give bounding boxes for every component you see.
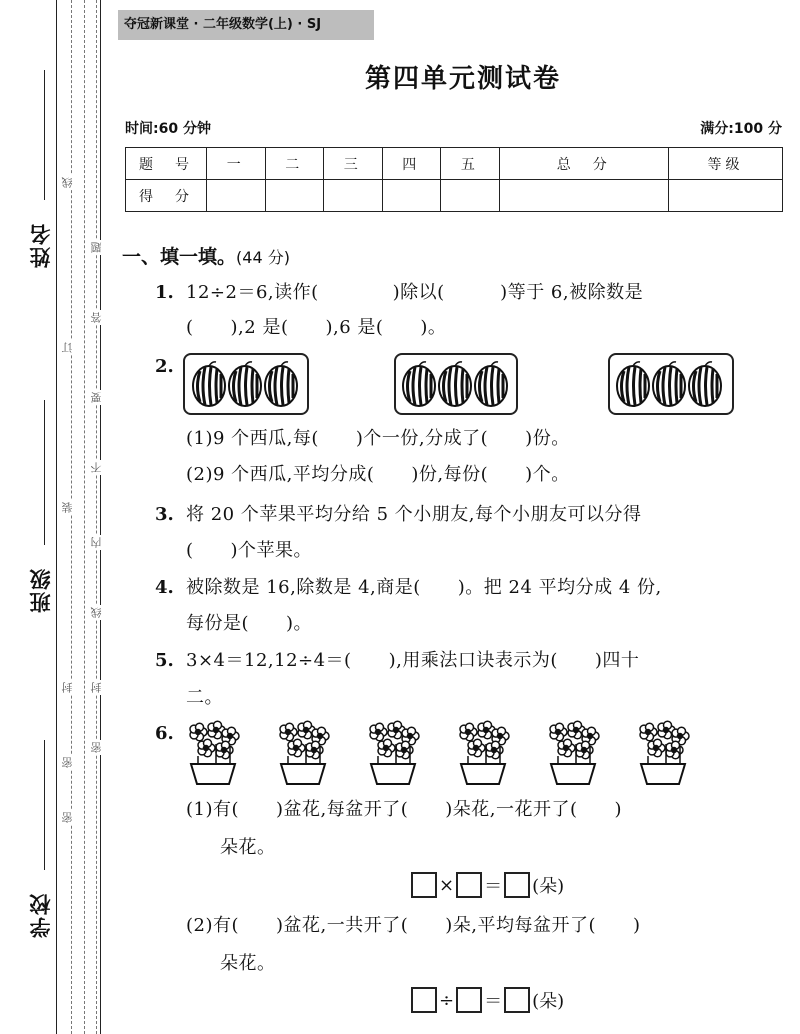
binding-cut-line-3 <box>96 0 97 1034</box>
flower-pot-icon <box>276 720 330 790</box>
question-number: 1. <box>155 282 174 303</box>
section-title: 一、填一填。 <box>122 246 237 268</box>
watermelon-icon <box>226 359 264 413</box>
flower-pot-icon <box>456 720 510 790</box>
school-label: 学校 <box>29 892 53 938</box>
class-write-line[interactable] <box>44 400 45 545</box>
binding-outer-line <box>56 0 57 1034</box>
full-score: 满分:100 分 <box>700 121 782 137</box>
cut-mark: 订 <box>61 342 74 353</box>
watermelon-icon <box>436 359 474 413</box>
watermelon-icon <box>262 359 300 413</box>
watermelon-icon <box>190 359 228 413</box>
binding-inner-line <box>100 0 101 1034</box>
score-cell: 得 分 <box>126 180 207 212</box>
flower-pot-icon <box>186 720 240 790</box>
score-cell: 四 <box>382 148 441 180</box>
flower-pot-icon <box>636 720 690 790</box>
score-table <box>125 147 783 212</box>
question-number: 6. <box>155 723 174 744</box>
cut-mark: 内 <box>90 537 103 548</box>
equals-sign: ＝ <box>484 876 503 897</box>
flower-pot-icon <box>546 720 600 790</box>
score-input-cell[interactable] <box>324 180 383 212</box>
watermelon-icon <box>650 359 688 413</box>
score-input-cell[interactable] <box>668 180 782 212</box>
score-cell: 二 <box>265 148 324 180</box>
score-input-cell[interactable] <box>382 180 441 212</box>
question-number: 5. <box>155 650 174 671</box>
question-text: 12÷2＝6,读作( )除以( )等于 6,被除数是 <box>186 282 644 303</box>
answer-box[interactable] <box>504 987 530 1013</box>
question-text: (2)9 个西瓜,平均分成( )份,每份( )个。 <box>186 464 570 485</box>
answer-box[interactable] <box>504 872 530 898</box>
name-write-line[interactable] <box>44 70 45 200</box>
answer-box[interactable] <box>411 872 437 898</box>
answer-box[interactable] <box>411 987 437 1013</box>
cut-mark: 题 <box>90 242 103 253</box>
page-title: 第四单元测试卷 <box>364 64 561 94</box>
watermelon-icon <box>614 359 652 413</box>
score-cell: 等级 <box>668 148 782 180</box>
cut-mark: 封 <box>90 682 103 693</box>
score-cell: 一 <box>207 148 266 180</box>
cut-mark: 答 <box>90 312 103 323</box>
multiplication-equation <box>411 872 564 898</box>
watermelon-icon <box>400 359 438 413</box>
division-equation <box>411 987 564 1013</box>
score-cell: 三 <box>324 148 383 180</box>
watermelon-icon <box>686 359 724 413</box>
class-label: 班级 <box>29 567 53 613</box>
score-table-score-row <box>126 180 783 212</box>
equals-sign: ＝ <box>484 991 503 1012</box>
score-cell: 题 号 <box>126 148 207 180</box>
question-number: 2. <box>155 356 174 377</box>
unit-label: (朵) <box>532 876 565 897</box>
question-text: 二。 <box>186 687 223 708</box>
times-sign: × <box>439 874 455 896</box>
answer-box[interactable] <box>456 987 482 1013</box>
cut-mark: 要 <box>90 392 103 403</box>
section-heading <box>122 242 290 269</box>
score-input-cell[interactable] <box>207 180 266 212</box>
cut-mark: 密 <box>61 812 74 823</box>
binding-cut-line-2 <box>84 0 85 1034</box>
cut-mark: 线 <box>61 177 74 188</box>
score-table-header-row <box>126 148 783 180</box>
divide-sign: ÷ <box>439 989 455 1011</box>
score-input-cell[interactable] <box>441 180 500 212</box>
score-input-cell[interactable] <box>265 180 324 212</box>
score-input-cell[interactable] <box>499 180 668 212</box>
score-cell: 总 分 <box>499 148 668 180</box>
unit-label: (朵) <box>532 991 565 1012</box>
question-text: 3×4＝12,12÷4＝( ),用乘法口诀表示为( )四十 <box>186 650 640 671</box>
question-number: 3. <box>155 504 174 525</box>
cut-mark: 装 <box>61 502 74 513</box>
answer-box[interactable] <box>456 872 482 898</box>
question-text: 朵花。 <box>220 953 276 974</box>
watermelon-icon <box>472 359 510 413</box>
name-label: 姓名 <box>29 222 53 268</box>
cut-mark: 密 <box>90 742 103 753</box>
question-text: 朵花。 <box>220 837 276 858</box>
section-points: (44 分) <box>236 248 290 267</box>
question-text: 被除数是 16,除数是 4,商是( )。把 24 平均分成 4 份, <box>186 577 662 598</box>
time-limit: 时间:60 分钟 <box>125 121 211 137</box>
flower-pot-icon <box>366 720 420 790</box>
cut-mark: 密 <box>61 757 74 768</box>
school-write-line[interactable] <box>44 740 45 870</box>
score-cell: 五 <box>441 148 500 180</box>
question-text: ( ),2 是( ),6 是( )。 <box>186 317 447 338</box>
question-text: ( )个苹果。 <box>186 540 313 561</box>
question-text: 将 20 个苹果平均分给 5 个小朋友,每个小朋友可以分得 <box>186 504 642 525</box>
question-text: (2)有( )盆花,一共开了( )朵,平均每盆开了( ) <box>186 915 641 936</box>
question-number: 4. <box>155 577 174 598</box>
cut-mark: 封 <box>61 682 74 693</box>
series-banner: 夺冠新课堂 · 二年级数学(上) · SJ <box>118 10 374 40</box>
binding-cut-line-1 <box>71 0 72 1034</box>
question-text: (1)有( )盆花,每盆开了( )朵花,一花开了( ) <box>186 799 623 820</box>
cut-mark: 线 <box>90 607 103 618</box>
question-text: 每份是( )。 <box>186 613 313 634</box>
question-text: (1)9 个西瓜,每( )个一份,分成了( )份。 <box>186 428 570 449</box>
cut-mark: 不 <box>90 462 103 473</box>
